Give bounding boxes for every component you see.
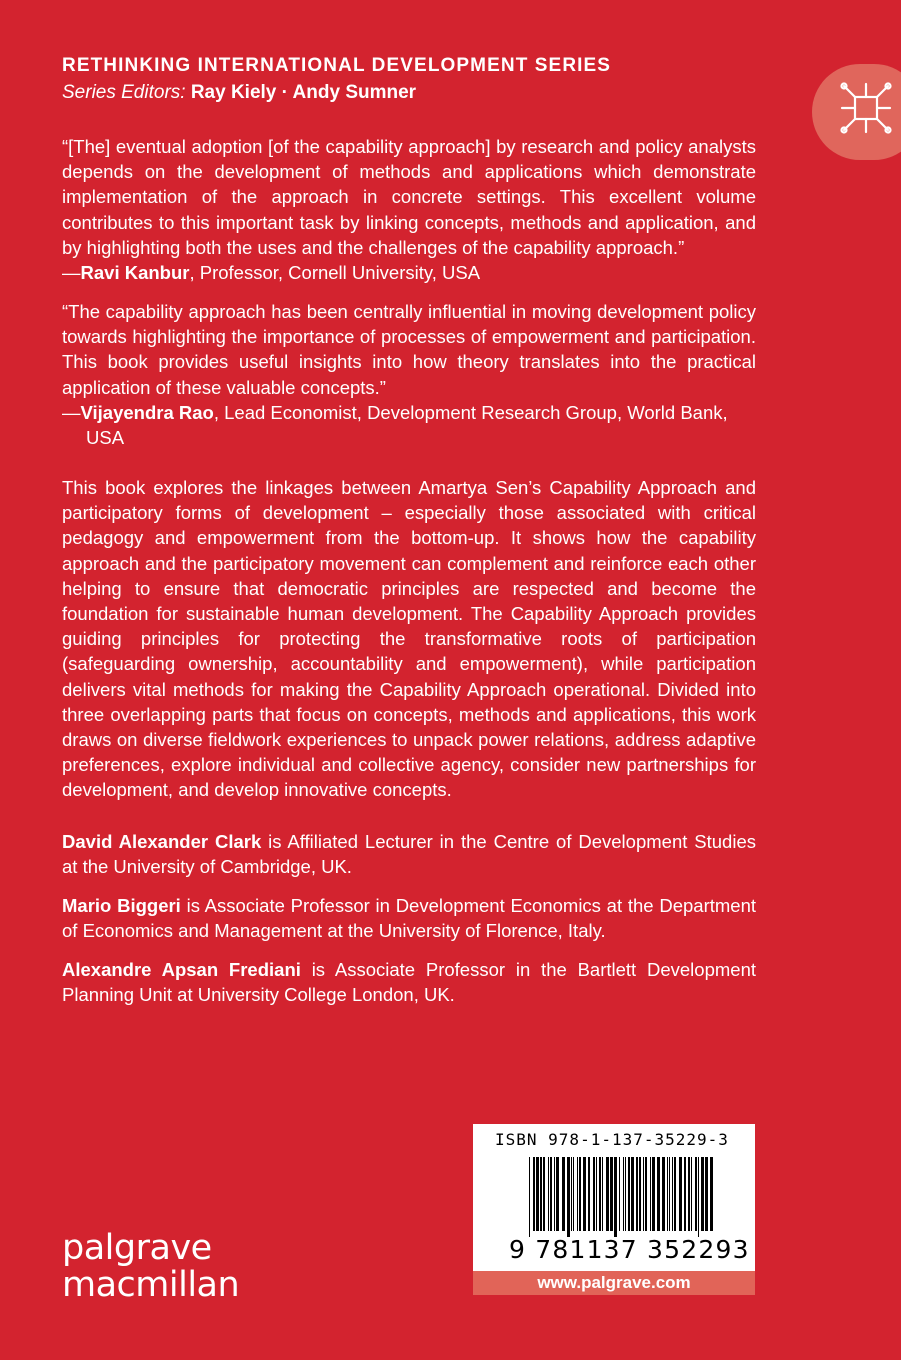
barcode-bar (579, 1157, 581, 1231)
author-name: Alexandre Apsan Frediani (62, 959, 301, 980)
barcode-bar (628, 1157, 630, 1231)
barcode-bar (698, 1157, 699, 1237)
author-bio-text: is Affiliated Lecturer in the Centre of Development Studies at the University of Cambridge, UK. (62, 831, 756, 878)
barcode-bar (606, 1157, 609, 1231)
quote-affiliation: , Professor, Cornell University, USA (189, 262, 481, 284)
barcode-bar (593, 1157, 595, 1231)
quote-text: “[The] eventual adoption [of the capability approach] by research and policy analysts depends on the development of methods and applications which demonstrate implementation of the approach in concrete settings. This excellent volume contributes to this important task by linking concepts, methods and application, and by highlighting both the uses and the challenges of the capability approach.” (62, 136, 756, 258)
isbn-barcode-box (473, 1124, 755, 1271)
barcode-bar (625, 1157, 626, 1231)
barcode-bar (705, 1157, 708, 1231)
barcode-bar (645, 1157, 647, 1231)
barcode-bar (662, 1157, 665, 1231)
barcode-bar (556, 1157, 559, 1231)
author-name: Mario Biggeri (62, 895, 181, 916)
barcode-bar (672, 1157, 673, 1231)
barcode-bar (588, 1157, 590, 1231)
barcode-icon (529, 1157, 714, 1237)
quote-affiliation: , Lead Economist, Development Research Group, World Bank, USA (86, 401, 728, 449)
barcode-bar (577, 1157, 578, 1231)
barcode-bar (636, 1157, 638, 1231)
barcode-bar (623, 1157, 624, 1231)
quote-attribution: —Vijayendra Rao, Lead Economist, Development Research Group, World Bank, USA (62, 401, 728, 449)
series-editors-label: Series Editors: (62, 82, 186, 103)
quote-text: “The capability approach has been centrally influential in moving development policy towards highlighting the importance of processes of empowerment and participation. This book provides useful insights into how theory translates into the practical application of these valuable concepts.” (62, 301, 756, 398)
isbn-label: ISBN 978-1-137-35229-3 (495, 1130, 729, 1149)
author-bio-text: is Associate Professor in the Bartlett Development Planning Unit at University College London, UK. (62, 959, 757, 1006)
barcode-bar (540, 1157, 542, 1231)
barcode-bar (691, 1157, 692, 1231)
barcode-bar (536, 1157, 539, 1231)
barcode-bar (643, 1157, 644, 1231)
barcode-bar (679, 1157, 682, 1231)
quote-author: Vijayendra Rao (80, 401, 214, 423)
publisher-logo (62, 1230, 239, 1304)
publisher-url[interactable]: www.palgrave.com (473, 1271, 755, 1295)
author-name: David Alexander Clark (62, 831, 262, 852)
publisher-logo-line2: macmillan (62, 1265, 240, 1305)
series-editors-names: Ray Kiely · Andy Sumner (190, 82, 417, 103)
barcode-bar (639, 1157, 641, 1231)
barcode-bar (684, 1157, 686, 1231)
barcode-bar (583, 1157, 586, 1231)
barcode-bar (599, 1157, 601, 1231)
series-title: RETHINKING INTERNATIONAL DEVELOPMENT SERIES (62, 55, 612, 76)
author-bio-1 (62, 829, 756, 879)
publisher-badge (812, 64, 901, 160)
quote-attribution: —Ravi Kanbur, Professor, Cornell University, USA (62, 262, 481, 284)
book-description: This book explores the linkages between Amartya Sen’s Capability Approach and participatory forms of development – especially those associated with critical pedagogy and empowerment from the bottom-up. It shows how the capability approach and the participatory movement can complement and reinforce each other helping to ensure that democratic principles are respected and become the foundation for sustainable human development. The Capability Approach provides guiding principles for protecting the transformative roots of participation (safeguarding ownership, accountability and empowerment), while participation delivers vital methods for making the Capability Approach operational. Divided into three overlapping parts that focus on concepts, methods and applications, this work draws on diverse fieldwork experiences to unpack power relations, address adaptive preferences, explore individual and collective agency, consider new partnerships for development, and develop innovative concepts. (62, 477, 756, 801)
publisher-logo-line1: palgrave (62, 1228, 212, 1268)
barcode-bar (695, 1157, 697, 1231)
barcode-bar (554, 1157, 555, 1231)
barcode-bar (674, 1157, 676, 1231)
palgrave-springer-icon (840, 82, 892, 134)
barcode-bar (701, 1157, 704, 1231)
endorsement-quote-2 (62, 299, 756, 450)
barcode-bar (596, 1157, 597, 1231)
barcode-bar (657, 1157, 660, 1231)
barcode-bar (543, 1157, 545, 1231)
author-bio-text: is Associate Professor in Development Economics at the Department of Economics and Management at the University of Florence, Italy. (62, 895, 756, 942)
barcode-bar (571, 1157, 572, 1231)
barcode-bar (562, 1157, 565, 1231)
barcode-bar (533, 1157, 535, 1231)
barcode-bar (610, 1157, 613, 1231)
barcode-bar (550, 1157, 552, 1231)
barcode-digits: 9 781137 352293 (509, 1235, 750, 1264)
author-bio-3 (62, 957, 756, 1007)
barcode-bar (667, 1157, 668, 1231)
barcode-bar (710, 1157, 713, 1231)
barcode-bar (652, 1157, 655, 1231)
barcode-bar (567, 1157, 570, 1237)
series-editors (62, 82, 416, 104)
barcode-bar (669, 1157, 670, 1231)
barcode-bar (688, 1157, 690, 1231)
barcode-bar (631, 1157, 634, 1231)
barcode-bar (650, 1157, 651, 1231)
barcode-bar (529, 1157, 530, 1237)
barcode-bar (602, 1157, 603, 1231)
barcode-bar (619, 1157, 620, 1231)
barcode-bar (548, 1157, 549, 1231)
author-bio-2 (62, 893, 756, 943)
quote-author: Ravi Kanbur (80, 262, 190, 284)
barcode-bar (614, 1157, 617, 1237)
barcode-bar (573, 1157, 574, 1231)
endorsement-quote-1 (62, 134, 756, 285)
